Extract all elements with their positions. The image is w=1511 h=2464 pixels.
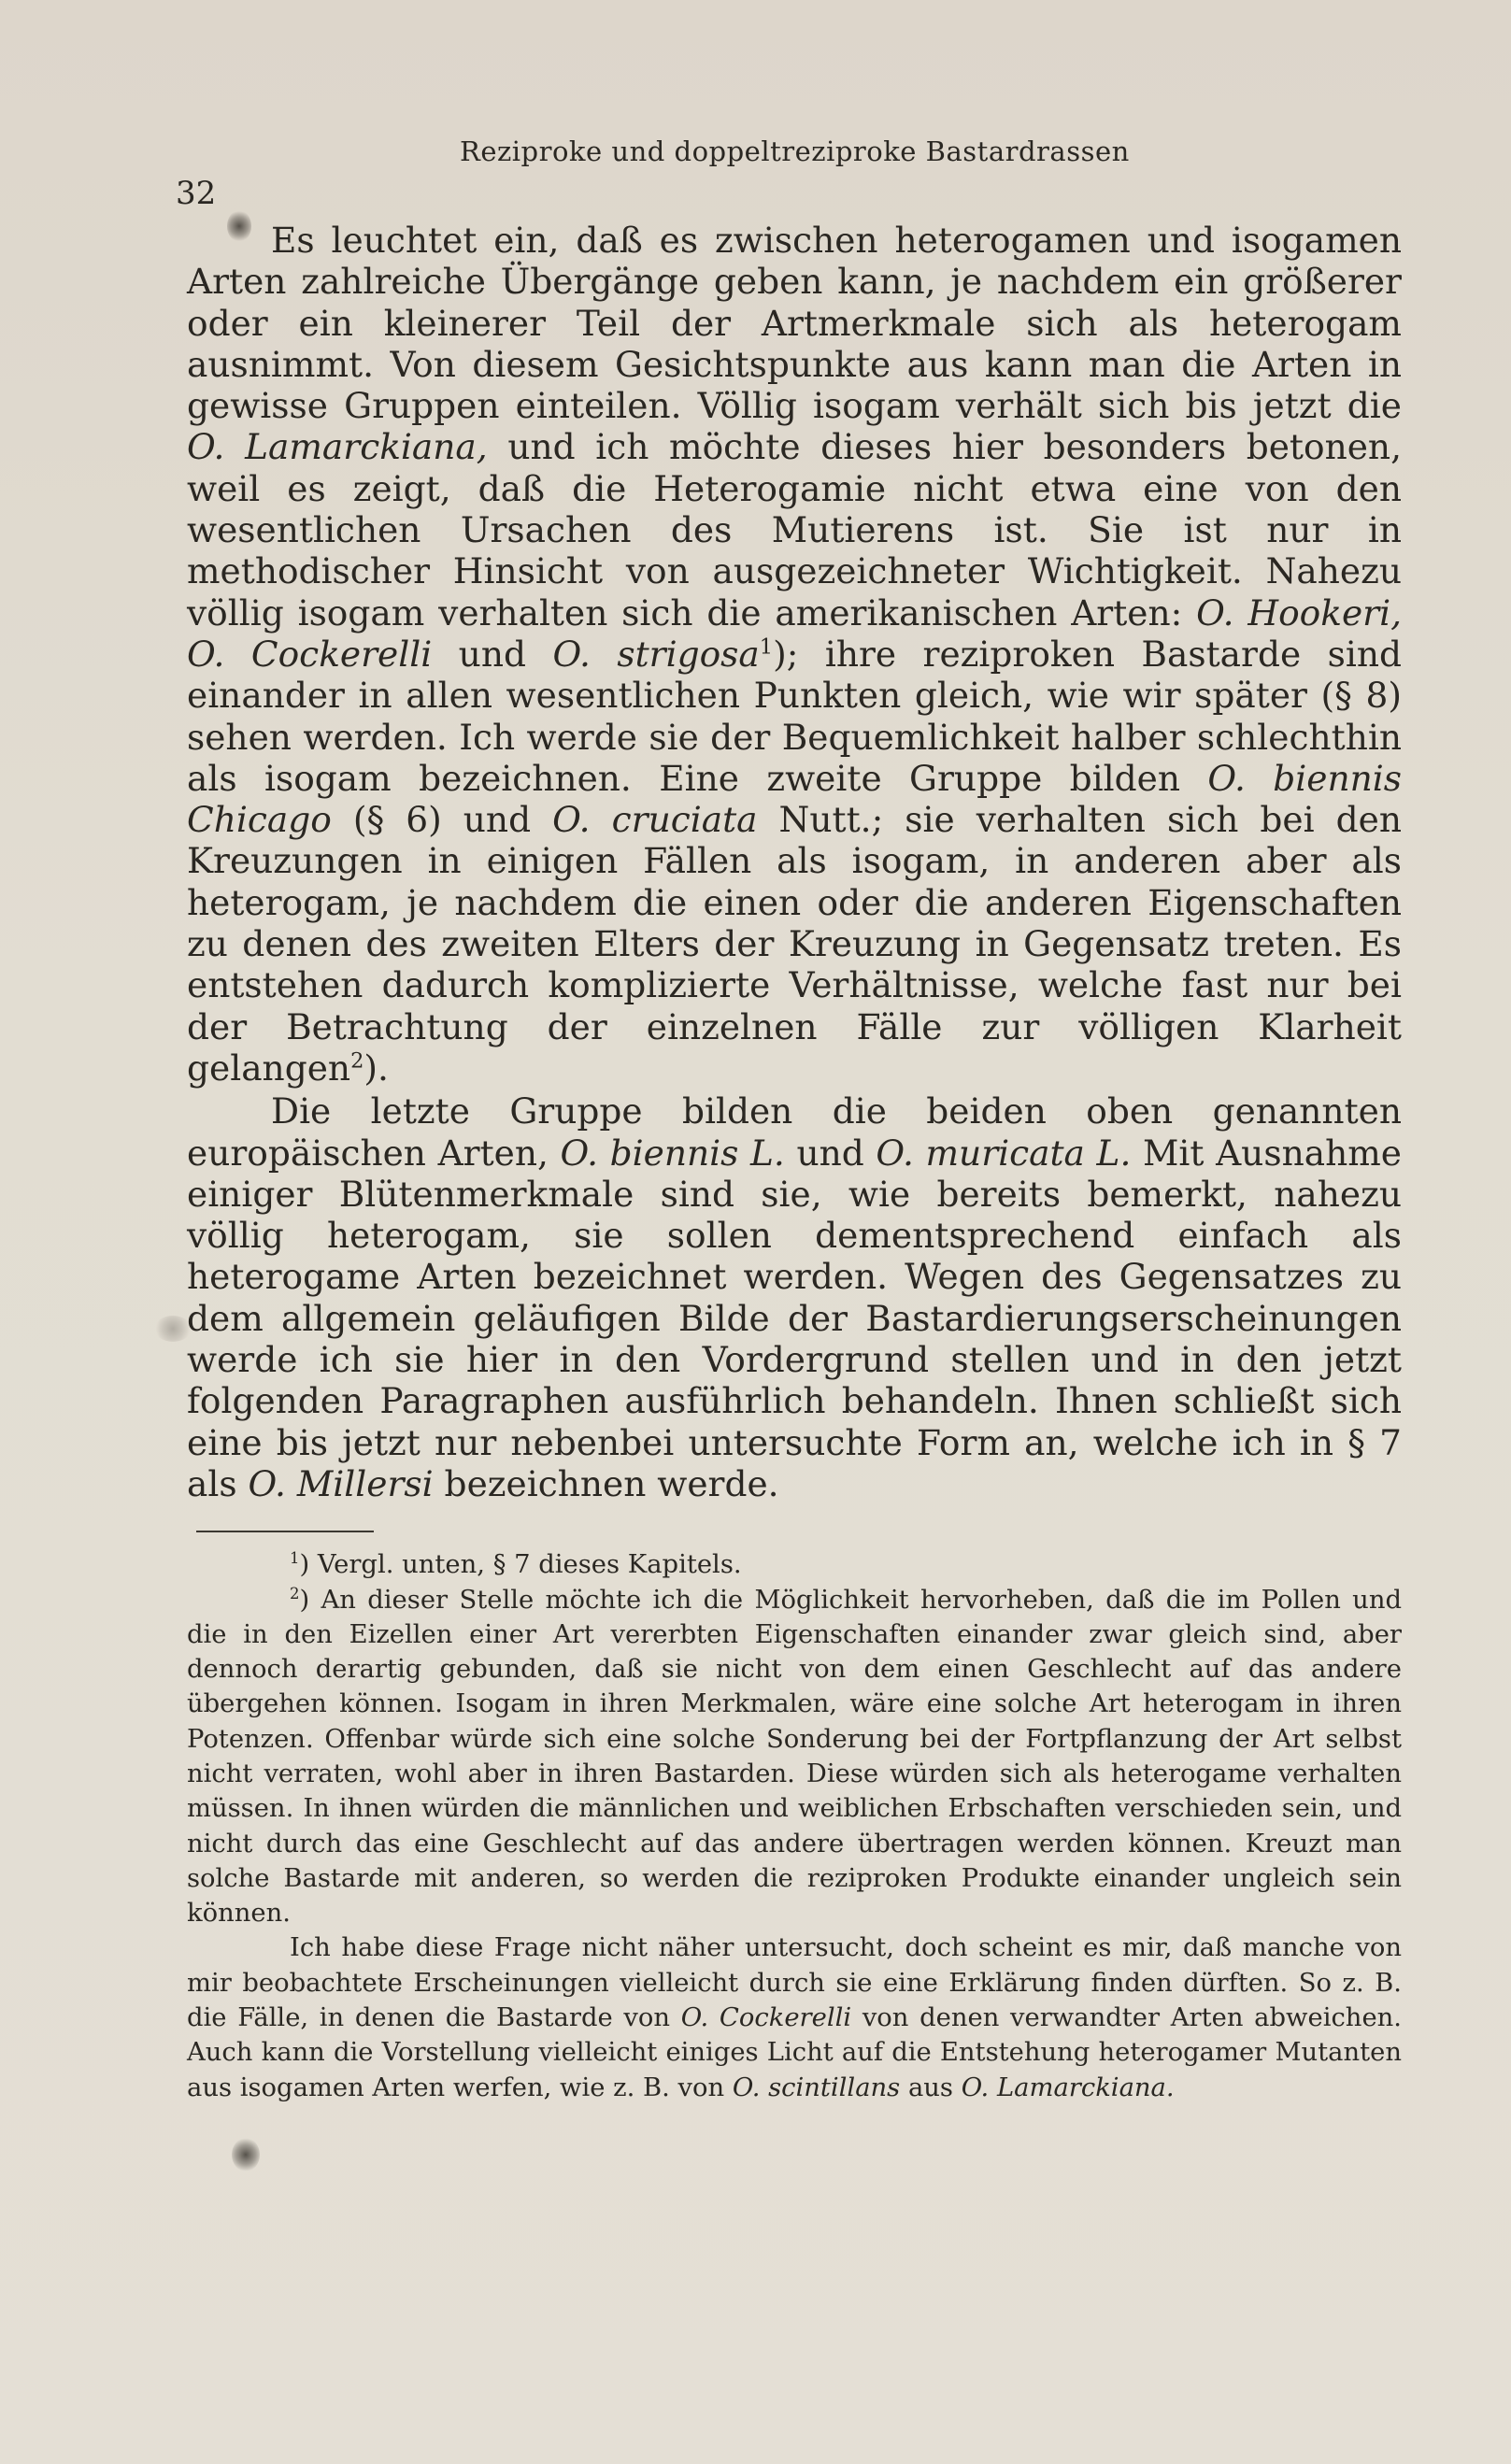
- page-content: [176, 135, 1403, 2105]
- footnote: [187, 1547, 1402, 1582]
- text-run: Die letzte Gruppe bilden die beiden oben genannten europäischen Arten,: [187, 1090, 1402, 1174]
- text-run: und ich möchte dieses hier besonders betonen, weil es zeigt, daß die Heterogamie nicht etwa eine von den wesentlichen Ursachen des Mutierens ist. Sie ist nur in methodischer Hinsicht von ausgezeichneter Wichtigkeit. Nahezu völlig isogam verhalten sich die amerikanischen Arten:: [187, 426, 1402, 634]
- text-run: und: [432, 633, 553, 675]
- species-name: O. biennis L.: [560, 1132, 785, 1174]
- text-run: Es leuchtet ein, daß es zwischen heterogamen und isogamen Arten zahlreiche Übergänge geben kann, je nachdem ein größerer oder ein kleinerer Teil der Artmerkmale sich als heterogam ausnimmt. Von diesem Gesichtspunkte aus kann man die Arten in gewisse Gruppen einteilen. Völlig isogam verhält sich bis jetzt die: [187, 220, 1402, 427]
- page-number: 32: [176, 175, 217, 212]
- text-run: ) An dieser Stelle möchte ich die Möglichkeit hervorheben, daß die im Pollen und die in den Eizellen einer Art vererbten Eigenschaften einander zwar gleich sind, aber dennoch derartig gebunden, daß sie nicht von dem einen Geschlecht auf das andere übergehen können. Isogam in ihren Merkmalen, wäre eine solche Art heterogam in ihren Potenzen. Offenbar würde sich eine solche Sonderung bei der Fortpflanzung der Art selbst nicht verraten, wohl aber in ihren Bastarden. Diese würden sich als heterogame verhalten müssen. In ihnen würden die männlichen und weiblichen Erbschaften verschieden sein, und nicht durch das eine Geschlecht auf das andere übertragen werden können. Kreuzt man solche Bastarde mit anderen, so werden die reziproken Produkte einander ungleich sein können.: [187, 1585, 1402, 1929]
- paragraph: [187, 1090, 1402, 1504]
- species-name: O. Hookeri, O. Cockerelli: [187, 591, 1403, 675]
- text-run: Ich habe diese Frage nicht näher untersucht, doch scheint es mir, daß manche von mir beobachtete Erscheinungen vielleicht durch sie eine Erklärung finden dürften. So z. B. die Fälle, in denen die Bastarde von: [187, 1933, 1402, 2033]
- text-run: (§ 6) und: [331, 799, 553, 841]
- text-run: ); ihre reziproken Bastarde sind einander in allen wesentlichen Punkten gleich, wie wir später (§ 8) sehen werden. Ich werde sie der Bequemlichkeit halber schlechthin als isogam bezeichnen. Eine zweite Gruppe bilden: [187, 633, 1402, 799]
- species-name: O. Cockerelli: [680, 2003, 852, 2033]
- footnote: [187, 1930, 1402, 2104]
- ink-smudge: [154, 1316, 192, 1342]
- text-run: aus: [900, 2072, 962, 2102]
- species-name: O. scintillans: [732, 2072, 901, 2102]
- text-run: Mit Ausnahme einiger Blütenmerkmale sind sie, wie bereits bemerkt, nahezu völlig heterogam, sie sollen dementsprechend einfach als heterogame Arten bezeichnet werden. Wegen des Gegensatzes zu dem allgemein geläufigen Bilde der Bastardierungserscheinungen werde ich sie hier in den Vordergrund stellen und in den jetzt folgenden Paragraphen ausführlich behandeln. Ihnen schließt sich eine bis jetzt nur nebenbei untersuchte Form an, welche ich in § 7 als: [187, 1132, 1402, 1504]
- species-name: O. Millersi: [248, 1462, 434, 1504]
- footnote-marker: 2: [290, 1584, 300, 1602]
- running-head: [176, 135, 1402, 220]
- ink-smudge: [232, 2138, 260, 2172]
- paragraph: [187, 220, 1402, 1089]
- text-run: bezeichnen werde.: [433, 1462, 779, 1504]
- text-run: ).: [363, 1047, 389, 1089]
- text-run: und: [784, 1132, 877, 1174]
- running-head-title: Reziproke und doppeltreziproke Bastardrassen: [460, 135, 1130, 167]
- text-run: ) Vergl. unten, § 7 dieses Kapitels.: [299, 1550, 742, 1580]
- footnote-marker: 2: [350, 1048, 364, 1074]
- species-name: O. Lamarckiana.: [961, 2072, 1175, 2102]
- text-run: von denen verwandter Arten abweichen. Auch kann die Vorstellung vielleicht einiges Licht auf die Entstehung heterogamer Mutanten aus isogamen Arten werfen, wie z. B. von: [187, 2003, 1403, 2102]
- species-name: O. biennis Chicago: [187, 757, 1402, 841]
- footnotes: [187, 1547, 1402, 2105]
- footnote-marker: 1: [759, 634, 774, 660]
- footnote-divider: [196, 1531, 374, 1532]
- species-name: O. muricata L.: [876, 1132, 1132, 1174]
- text-run: Nutt.; sie verhalten sich bei den Kreuzungen in einigen Fällen als isogam, in anderen aber als heterogam, je nachdem die einen oder die anderen Eigenschaften zu denen des zweiten Elters der Kreuzung in Gegensatz treten. Es entstehen dadurch komplizierte Verhältnisse, welche fast nur bei der Betrachtung der einzelnen Fälle zur völligen Klarheit gelangen: [187, 799, 1403, 1089]
- footnote: [187, 1583, 1402, 1931]
- footnote-marker: 1: [290, 1549, 300, 1568]
- main-text: [187, 220, 1402, 1504]
- species-name: O. strigosa: [552, 633, 760, 675]
- species-name: O. cruciata: [552, 799, 758, 841]
- species-name: O. Lamarckiana,: [187, 426, 488, 468]
